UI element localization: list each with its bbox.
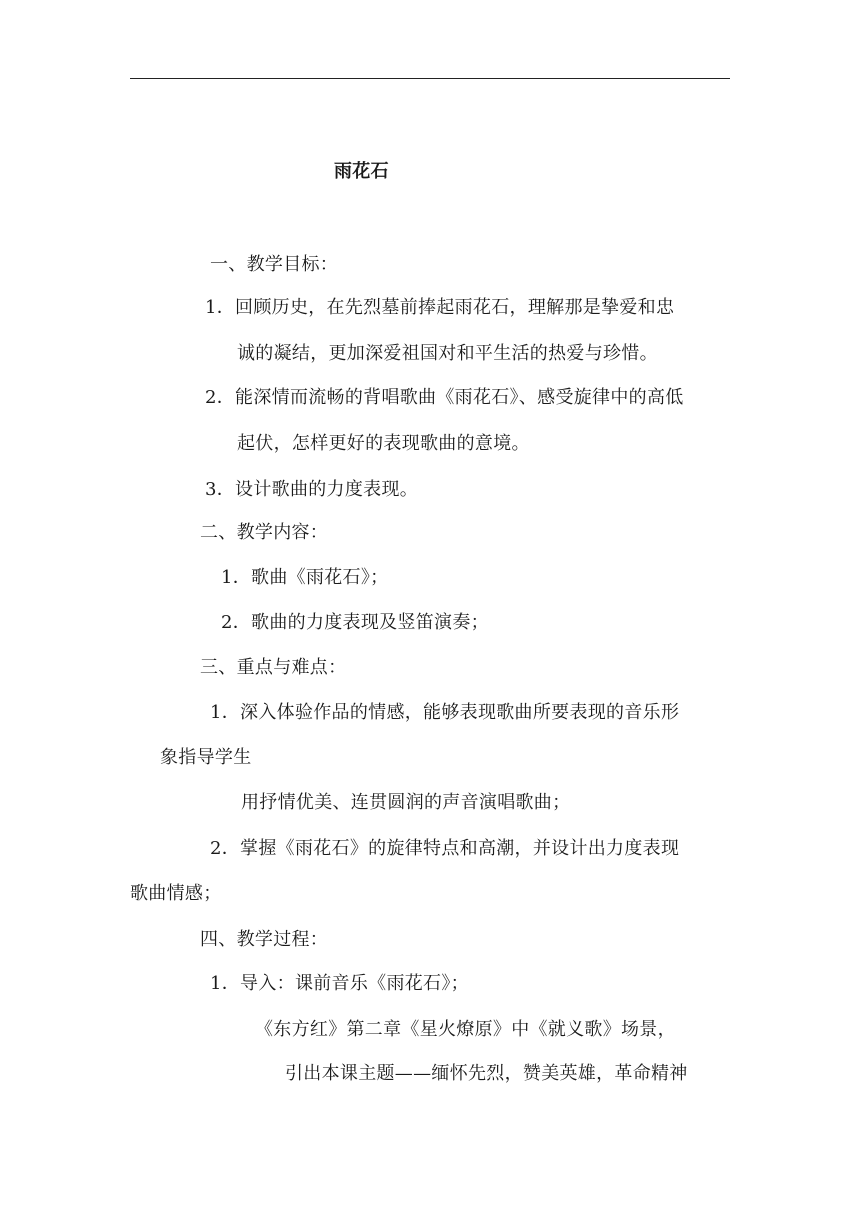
key-point-1-line-2: 象指导学生 (160, 747, 252, 768)
key-point-1-line-3: 用抒情优美、连贯圆润的声音演唱歌曲； (241, 792, 571, 813)
objective-1-line-2: 诚的凝结，更加深爱祖国对和平生活的热爱与珍惜。 (237, 343, 658, 364)
objective-2-line-1: 2．能深情而流畅的背唱歌曲《雨花石》、感受旋律中的高低 (205, 387, 684, 408)
process-step-1-detail-2: 引出本课主题——缅怀先烈，赞美英雄，革命精神 (285, 1063, 688, 1084)
key-point-1-line-1: 1．深入体验作品的情感，能够表现歌曲所要表现的音乐形 (210, 702, 680, 723)
section-heading-objectives: 一、教学目标： (210, 254, 339, 275)
objective-2-line-2: 起伏，怎样更好的表现歌曲的意境。 (237, 433, 530, 454)
section-heading-process: 四、教学过程： (200, 929, 329, 950)
header-rule (130, 78, 730, 79)
key-point-2-line-1: 2．掌握《雨花石》的旋律特点和高潮，并设计出力度表现 (210, 838, 680, 859)
objective-3: 3．设计歌曲的力度表现。 (205, 479, 419, 500)
content-item-2: 2．歌曲的力度表现及竖笛演奏； (221, 612, 489, 633)
objective-1-line-1: 1．回顾历史，在先烈墓前捧起雨花石，理解那是挚爱和忠 (205, 297, 675, 318)
section-heading-key-points: 三、重点与难点： (200, 657, 347, 678)
section-heading-content: 二、教学内容： (200, 522, 329, 543)
content-item-1: 1．歌曲《雨花石》； (221, 567, 389, 588)
document-title: 雨花石 (334, 161, 389, 182)
process-step-1-detail-1: 《东方红》第二章《星火燎原》中《就义歌》场景， (255, 1019, 676, 1040)
process-step-1: 1．导入：课前音乐《雨花石》； (210, 973, 469, 994)
key-point-2-line-2: 歌曲情感； (130, 883, 222, 904)
